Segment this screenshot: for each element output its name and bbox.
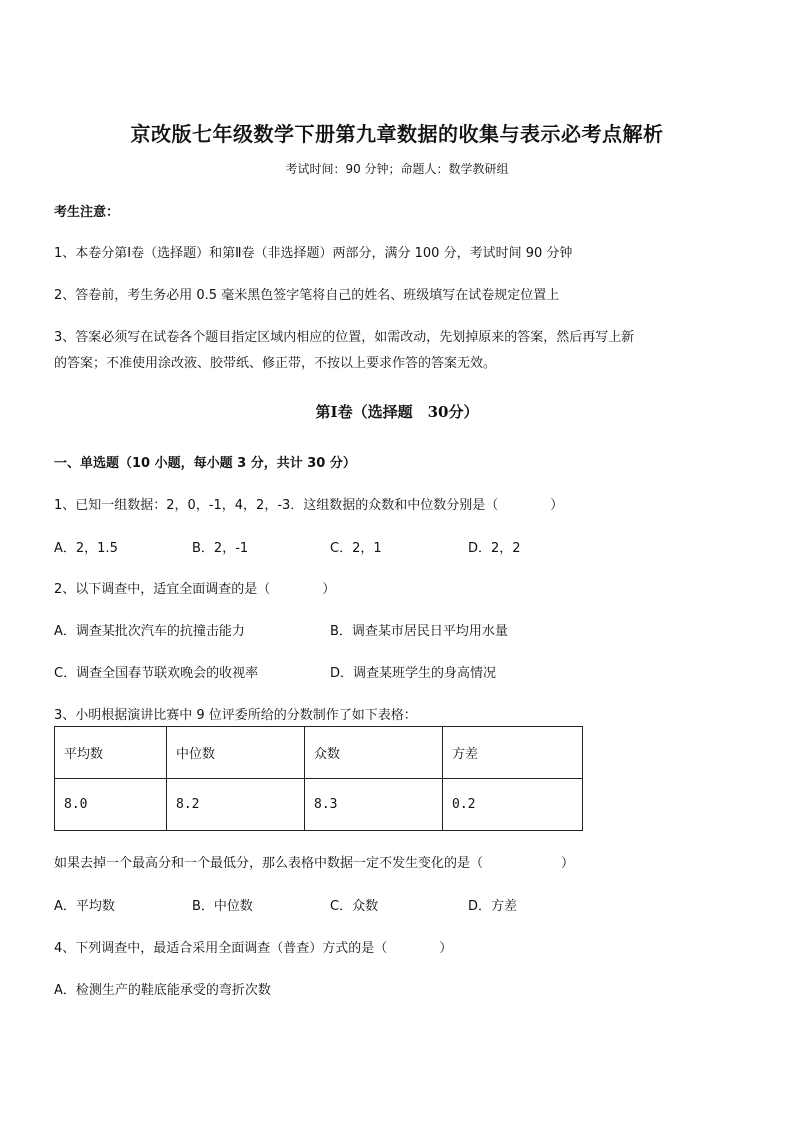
table-value-row	[55, 779, 583, 831]
question-2-option-b: B．调查某市居民日平均用水量	[330, 624, 508, 639]
question-3-option-c: C．众数	[330, 899, 379, 914]
question-2-option-c: C．调查全国春节联欢晚会的收视率	[54, 666, 259, 681]
section-title: 第Ⅰ卷（选择题 30分）	[315, 403, 479, 421]
header-median: 中位数	[167, 727, 305, 779]
value-median: 8.2	[167, 779, 305, 831]
value-variance: 0.2	[443, 779, 583, 831]
notice-item-2: 2、答卷前，考生务必用 0.5 毫米黑色签字笔将自己的姓名、班级填写在试卷规定位置上	[54, 288, 560, 303]
value-mean: 8.0	[55, 779, 167, 831]
question-1-option-c: C．2，1	[330, 541, 382, 556]
page-title: 京改版七年级数学下册第九章数据的收集与表示必考点解析	[130, 122, 664, 146]
notice-item-3-cont: 的答案；不准使用涂改液、胶带纸、修正带，不按以上要求作答的答案无效。	[54, 356, 497, 371]
score-stats-table	[54, 726, 583, 831]
question-4-option-a: A．检测生产的鞋底能承受的弯折次数	[54, 983, 271, 998]
value-mode: 8.3	[305, 779, 443, 831]
question-1-option-a: A．2，1.5	[54, 541, 118, 556]
question-4-stem: 4、下列调查中，最适合采用全面调查（普查）方式的是（ ）	[54, 941, 453, 956]
question-1-stem: 1、已知一组数据：2，0，-1，4，2，-3．这组数据的众数和中位数分别是（ ）	[54, 498, 564, 513]
question-2-stem: 2、以下调查中，适宜全面调查的是（ ）	[54, 582, 336, 597]
question-1-option-d: D．2，2	[468, 541, 521, 556]
question-3-option-d: D．方差	[468, 899, 518, 914]
question-2-option-d: D．调查某班学生的身高情况	[330, 666, 497, 681]
table-header-row	[55, 727, 583, 779]
question-3-stem: 3、小明根据演讲比赛中 9 位评委所给的分数制作了如下表格：	[54, 708, 417, 723]
question-3-follow-up: 如果去掉一个最高分和一个最低分，那么表格中数据一定不发生变化的是（ ）	[54, 856, 575, 871]
question-2-option-a: A．调查某批次汽车的抗撞击能力	[54, 624, 245, 639]
header-mean: 平均数	[55, 727, 167, 779]
notice-item-3: 3、答案必须写在试卷各个题目指定区域内相应的位置，如需改动，先划掉原来的答案，然后再写上新	[54, 330, 635, 345]
question-3-option-b: B．中位数	[192, 899, 253, 914]
exam-info: 考试时间：90 分钟；命题人：数学教研组	[285, 162, 509, 176]
header-mode: 众数	[305, 727, 443, 779]
header-variance: 方差	[443, 727, 583, 779]
notice-item-1: 1、本卷分第Ⅰ卷（选择题）和第Ⅱ卷（非选择题）两部分，满分 100 分，考试时间 90 分钟	[54, 246, 573, 261]
notice-heading: 考生注意：	[54, 205, 120, 220]
part-heading: 一、单选题（10 小题，每小题 3 分，共计 30 分）	[54, 456, 356, 471]
question-3-option-a: A．平均数	[54, 899, 115, 914]
question-1-option-b: B．2，-1	[192, 541, 249, 556]
